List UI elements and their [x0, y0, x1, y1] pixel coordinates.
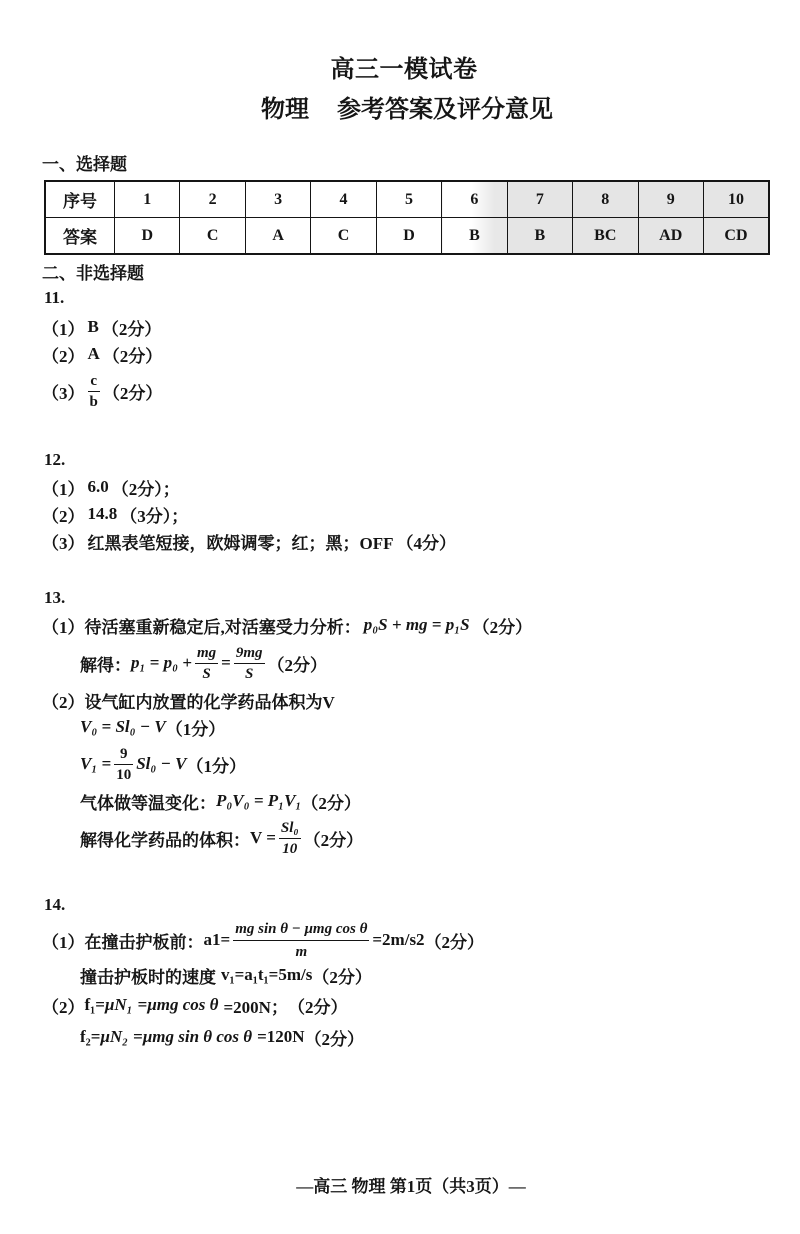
- q13-part-2-v1: [80, 739, 246, 789]
- fraction-numerator: Sl₀: [280, 819, 299, 836]
- q12-part-3: [42, 528, 456, 554]
- answer-text: 红黑表笔短接，欧姆调零；红；黑；OFF: [87, 533, 394, 553]
- fraction-9-over-10: [114, 744, 133, 785]
- fraction-denominator: 10: [114, 764, 133, 785]
- choice-answer-table: [44, 180, 770, 255]
- number-cell-8: 8: [573, 181, 638, 218]
- formula-lhs: V₁ =: [80, 754, 112, 773]
- q13-part-2-isothermal: [80, 788, 361, 814]
- formula-lhs: V =: [250, 828, 276, 847]
- number-cell-7: 7: [507, 181, 572, 218]
- fraction-denominator: b: [88, 391, 100, 412]
- step-text: 撞击护板时的速度: [80, 967, 216, 987]
- equals-sign: =: [221, 653, 231, 672]
- part-label: （2）: [42, 997, 85, 1017]
- exam-subtitle: [14, 91, 800, 121]
- q13-part-1: [42, 612, 532, 638]
- fraction-numerator: mg sin θ − μmg cos θ: [235, 920, 368, 937]
- answer-cell-6: B: [442, 218, 507, 255]
- section-heading-choice: 一、选择题: [42, 154, 127, 174]
- formula-value: =200N；: [223, 997, 288, 1017]
- question-12-number: 12.: [44, 450, 66, 469]
- score-text: （2分）；: [111, 479, 180, 499]
- formula-lhs: f₂=: [80, 1027, 101, 1046]
- q11-part-1: [42, 314, 161, 340]
- answer-cell-2: C: [180, 218, 245, 255]
- answer-cell-1: D: [115, 218, 180, 255]
- score-text: （2分）: [304, 1029, 365, 1049]
- score-text: （2分）: [102, 346, 163, 366]
- part-label: （2）: [42, 506, 85, 526]
- q13-part-2: [42, 687, 335, 713]
- q12-part-1: [42, 474, 180, 500]
- question-13-number: 13.: [44, 588, 66, 607]
- row-label-number: 序号: [45, 181, 115, 218]
- force-balance-formula: p₀S + mg = p₁S: [363, 615, 470, 634]
- score-text: （3分）；: [120, 506, 189, 526]
- step-text: 解得：: [80, 655, 131, 675]
- formula-expression: μmg cos θ: [147, 995, 219, 1014]
- part-label: （1）: [42, 617, 85, 637]
- q14-part-2-f2: [80, 1024, 364, 1050]
- fraction-numerator: mg: [196, 644, 217, 661]
- answer-text: B: [87, 317, 99, 336]
- score-text: （2分）: [301, 793, 361, 813]
- part-label: （1）: [42, 319, 85, 339]
- table-row-answers: [45, 218, 769, 255]
- subtitle-text: 参考答案及评分意见: [337, 96, 553, 123]
- number-cell-1: 1: [115, 181, 180, 218]
- section-heading-nonchoice: 二、非选择题: [42, 263, 144, 283]
- exam-title: 高三一模试卷: [330, 57, 478, 83]
- score-text: （2分）: [424, 932, 485, 952]
- answer-text: 14.8: [87, 504, 118, 523]
- fraction-numerator: 9: [119, 745, 128, 762]
- formula-value: =120N: [257, 1027, 305, 1046]
- score-text: （1分）: [165, 719, 226, 739]
- answer-cell-5: D: [376, 218, 441, 255]
- q11-part-3: [42, 366, 162, 416]
- part-label: （3）: [42, 383, 85, 403]
- step-text: 解得化学药品的体积：: [80, 830, 250, 850]
- number-cell-6: 6: [442, 181, 507, 218]
- score-text: （2分）: [303, 830, 364, 850]
- speed-formula: v₁=a₁t₁=5m/s: [221, 965, 313, 984]
- page-footer: —高三 物理 第1页（共3页）—: [296, 1177, 526, 1196]
- answer-cell-4: C: [311, 218, 376, 255]
- score-text: （4分）: [396, 533, 456, 553]
- fraction-sl0-over-10: [279, 818, 301, 859]
- q13-part-2-result: [80, 813, 363, 863]
- equals-sign: =: [137, 995, 148, 1014]
- answer-text: 6.0: [87, 477, 109, 496]
- part-label: （1）: [42, 932, 85, 952]
- q14-part-1: [42, 915, 484, 965]
- formula-lhs: a1=: [203, 930, 231, 949]
- q13-part-2-v0: [80, 714, 225, 740]
- number-cell-2: 2: [180, 181, 245, 218]
- step-text: 在撞击护板前：: [84, 932, 204, 952]
- fraction-c-over-b: [88, 371, 100, 412]
- number-cell-10: 10: [703, 181, 769, 218]
- formula-mu-n: μN₂: [100, 1027, 129, 1046]
- score-text: （2分）: [287, 997, 348, 1017]
- row-label-answer: 答案: [45, 218, 115, 255]
- score-text: （2分）: [267, 655, 328, 675]
- number-cell-9: 9: [638, 181, 703, 218]
- step-text: 待活塞重新稳定后,对活塞受力分析：: [84, 617, 361, 637]
- fraction-acceleration: [233, 918, 369, 963]
- fraction-denominator: m: [233, 940, 369, 963]
- number-cell-3: 3: [245, 181, 310, 218]
- answer-cell-9: AD: [638, 218, 703, 255]
- isothermal-formula: P₀V₀ = P₁V₁: [216, 791, 302, 810]
- score-text: （2分）: [102, 383, 163, 403]
- step-text: 气体做等温变化：: [80, 793, 216, 813]
- score-text: （1分）: [186, 756, 246, 776]
- answer-cell-7: B: [507, 218, 572, 255]
- q13-part-1-solution: [80, 638, 327, 688]
- answer-cell-3: A: [245, 218, 310, 255]
- q12-part-2: [42, 501, 188, 527]
- fraction-denominator: S: [234, 663, 265, 684]
- equals-sign: =: [133, 1027, 143, 1046]
- formula-lhs: p₁ = p₀ +: [131, 653, 192, 672]
- v0-formula: V₀ = Sl₀ − V: [80, 717, 166, 736]
- number-cell-5: 5: [376, 181, 441, 218]
- part-label: （2）: [42, 346, 85, 366]
- part-label: （3）: [42, 533, 85, 553]
- score-text: （2分）: [312, 967, 372, 987]
- fraction-denominator: 10: [279, 838, 301, 859]
- fraction-mg-over-s: [195, 643, 218, 684]
- formula-result: =2m/s2: [372, 930, 425, 949]
- question-11-number: 11.: [44, 288, 65, 307]
- answer-cell-10: CD: [703, 218, 769, 255]
- formula-expression: μmg sin θ cos θ: [142, 1027, 253, 1046]
- part-label: （2）: [42, 692, 85, 712]
- score-text: （2分）: [472, 617, 533, 637]
- score-text: （2分）: [101, 319, 162, 339]
- fraction-9mg-over-s: [234, 643, 265, 684]
- formula-mu-n: μN₁: [104, 995, 133, 1014]
- number-cell-4: 4: [311, 181, 376, 218]
- fraction-denominator: S: [195, 663, 218, 684]
- part-label: （1）: [42, 479, 85, 499]
- fraction-numerator: 9mg: [235, 644, 263, 661]
- step-text: 设气缸内放置的化学药品体积为V: [84, 692, 335, 712]
- answer-text: A: [87, 344, 100, 363]
- subject-name: 物理: [261, 96, 309, 123]
- question-14-number: 14.: [44, 895, 66, 914]
- table-row-numbers: [45, 181, 769, 218]
- formula-lhs: f₁=: [84, 995, 105, 1014]
- q14-part-2: [42, 992, 347, 1018]
- formula-rhs: Sl₀ − V: [136, 754, 187, 773]
- answer-cell-8: BC: [573, 218, 638, 255]
- fraction-numerator: c: [90, 372, 97, 389]
- q11-part-2: [42, 341, 162, 367]
- q14-part-1-speed: [80, 962, 372, 988]
